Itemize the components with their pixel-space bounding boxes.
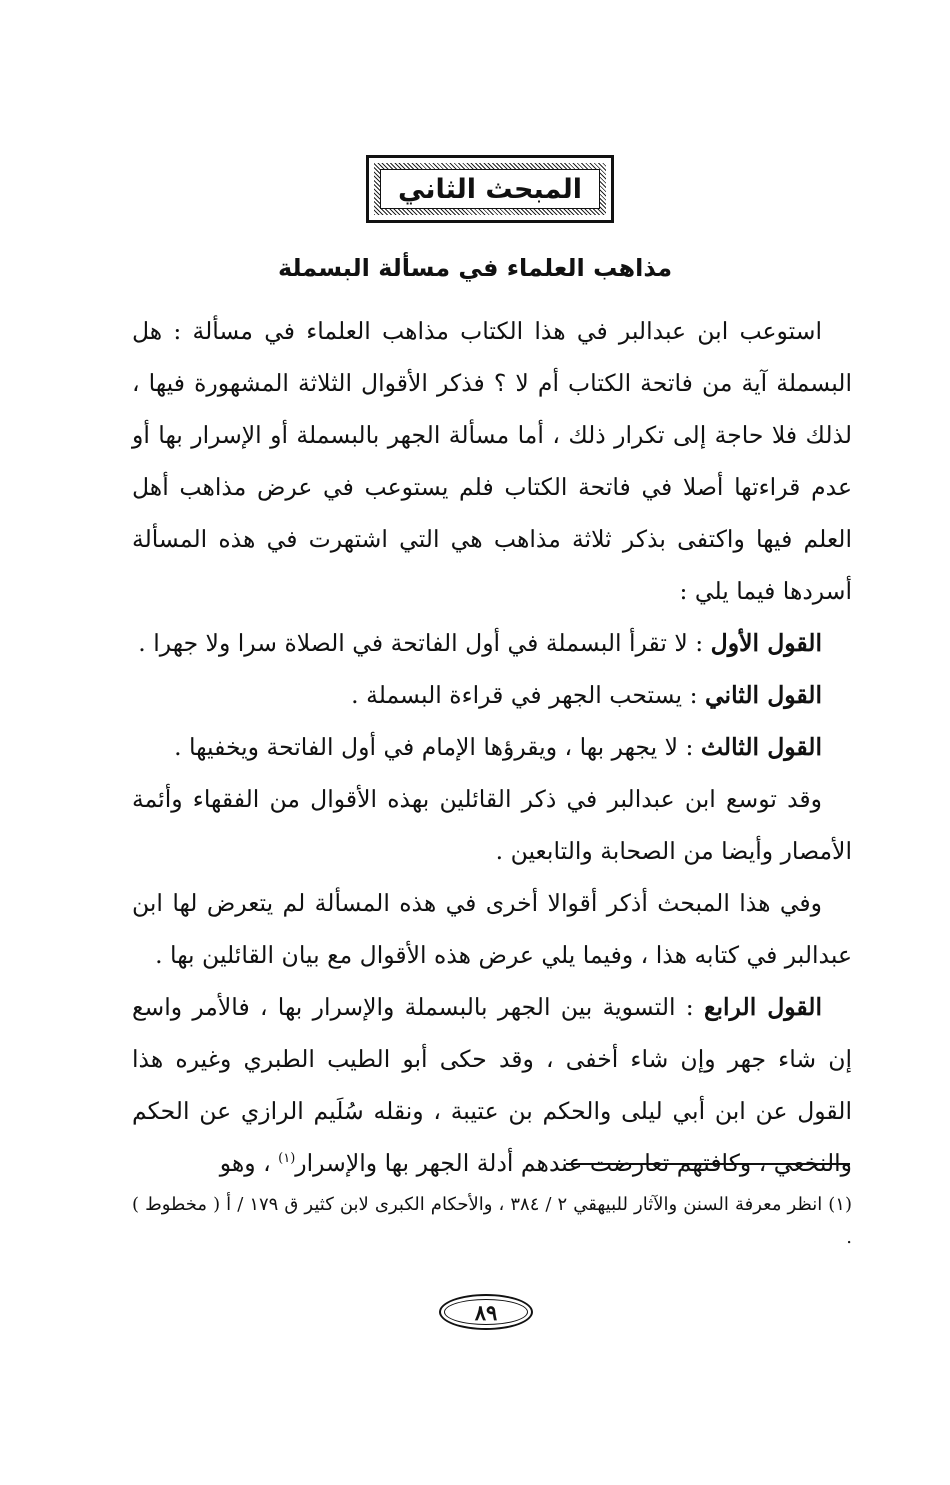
fourth-opinion-label: القول الرابع — [703, 993, 822, 1021]
section-title-frame — [366, 155, 614, 223]
section-title: المبحث الثاني — [398, 173, 582, 205]
paragraph-fourth-opinion — [132, 981, 852, 1189]
footnote-text: (١) انظر معرفة السنن والآثار للبيهقي ٢ / ٣٨٤ ، والأحكام الكبرى لابن كثير ق ١٧٩ / أ ( مخطوط ) . — [132, 1194, 852, 1248]
footnote-reference[interactable]: (١) — [278, 1151, 296, 1167]
second-opinion-label: القول الثاني — [704, 681, 822, 709]
second-opinion-text: : يستحب الجهر في قراءة البسملة . — [351, 681, 705, 709]
page-number-badge — [439, 1294, 533, 1330]
paragraph-second-opinion — [132, 669, 852, 721]
third-opinion-text: : لا يجهر بها ، ويقرؤها الإمام في أول الفاتحة ويخفيها . — [174, 733, 701, 761]
paragraph-other-opinions: وفي هذا المبحث أذكر أقوالا أخرى في هذه المسألة لم يتعرض لها ابن عبدالبر في كتابه هذا ، وفيما يلي عرض هذه الأقوال مع بيان القائلين بها . — [132, 889, 852, 969]
page-number: ٨٩ — [474, 1299, 498, 1325]
third-opinion-label: القول الثالث — [700, 733, 822, 761]
first-opinion-label: القول الأول — [710, 629, 822, 657]
fourth-opinion-text: : التسوية بين الجهر بالبسملة والإسرار بها ، فالأمر واسع إن شاء جهر وإن شاء أخفى ، وقد حكى أبو الطيب الطبري وغيره هذا القول عن ابن أبي ليلى والحكم بن عتيبة ، ونقله سُلَيم الرازي عن الحكم والنخعي ، وكافتهم تعارضت عندهم أدلة الجهر بها والإسرار — [132, 993, 852, 1177]
paragraph-first-opinion — [132, 617, 852, 669]
paragraph-third-opinion — [132, 721, 852, 773]
frame-core — [380, 169, 600, 209]
chapter-heading: مذاهب العلماء في مسألة البسملة — [277, 254, 673, 282]
body-text — [132, 305, 852, 1189]
footnote — [132, 1188, 852, 1254]
paragraph-intro: استوعب ابن عبدالبر في هذا الكتاب مذاهب العلماء في مسألة : هل البسملة آية من فاتحة الكتاب أم لا ؟ فذكر الأقوال الثلاثة المشهورة فيها ، لذلك فلا حاجة إلى تكرار ذلك ، أما مسألة الجهر بالبسملة أو الإسرار بها أو عدم قراءتها أصلا في فاتحة الكتاب فلم يستوعب في عرض مذاهب أهل العلم فيها واكتفى بذكر ثلاثة مذاهب هي التي اشتهرت في هذه المسألة أسردها فيما يلي : — [132, 317, 852, 605]
paragraph-expansion: وقد توسع ابن عبدالبر في ذكر القائلين بهذه الأقوال من الفقهاء وأئمة الأمصار وأيضا من الصحابة والتابعين . — [132, 785, 852, 865]
footnote-divider — [566, 1163, 850, 1165]
frame-ornament — [374, 163, 606, 215]
fourth-opinion-tail: ، وهو — [219, 1149, 279, 1177]
first-opinion-text: : لا تقرأ البسملة في أول الفاتحة في الصلاة سرا ولا جهرا . — [138, 629, 711, 657]
